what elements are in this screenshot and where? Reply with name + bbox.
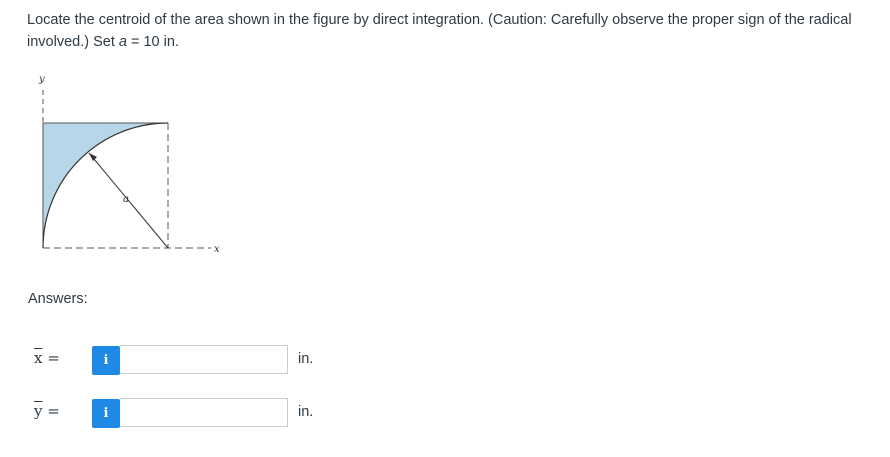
x-axis-label: x bbox=[214, 244, 220, 255]
question-text bbox=[27, 9, 882, 53]
xbar-label bbox=[34, 349, 60, 367]
shaded-area bbox=[43, 123, 168, 248]
radius-arrowhead bbox=[89, 153, 97, 161]
question-text-after: = 10 in. bbox=[126, 34, 179, 50]
answers-heading: Answers: bbox=[28, 291, 88, 307]
xbar-input[interactable] bbox=[120, 345, 288, 374]
ybar-label bbox=[34, 402, 60, 420]
ybar-equals: = bbox=[47, 402, 60, 420]
problem-figure bbox=[27, 68, 237, 260]
xbar-unit: in. bbox=[298, 351, 314, 367]
question-text-before: Locate the centroid of the area shown in the figure by direct integration. (Caution: Carefully observe the proper sign of the radical involved.) Set bbox=[27, 12, 852, 50]
quarter-circle-diagram bbox=[27, 68, 237, 260]
radius-label: a bbox=[123, 194, 129, 205]
answer-row-ybar bbox=[28, 397, 428, 429]
ybar-input[interactable] bbox=[120, 398, 288, 427]
xbar-symbol: $\overline{x}$ bbox=[34, 349, 43, 367]
info-icon[interactable]: i bbox=[92, 346, 120, 375]
ybar-unit: in. bbox=[298, 404, 314, 420]
ybar-symbol: $\overline{y}$ bbox=[34, 402, 43, 420]
y-axis-label: y bbox=[39, 74, 45, 85]
answer-row-xbar bbox=[28, 344, 428, 376]
question-variable: a bbox=[118, 34, 127, 50]
info-icon[interactable]: i bbox=[92, 399, 120, 428]
xbar-equals: = bbox=[47, 349, 60, 367]
